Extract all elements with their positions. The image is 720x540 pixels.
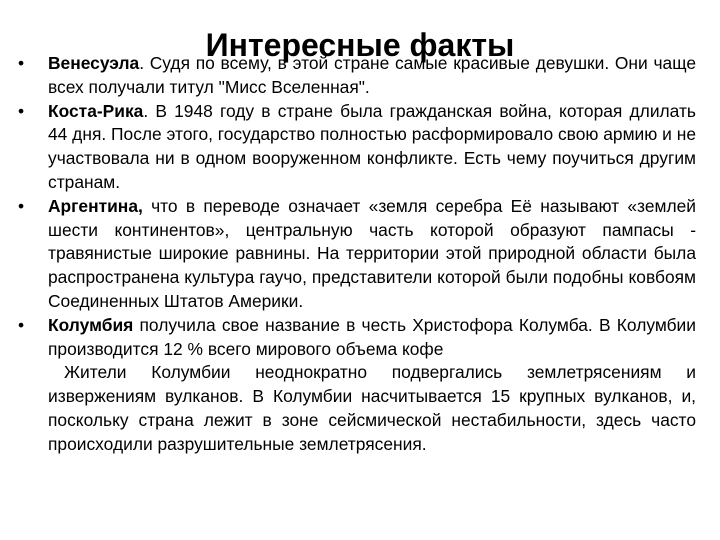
country-name-colombia: Колумбия: [48, 314, 134, 335]
fact-text-colombia: получила свое название в честь Христофора Колумба. В Колумбии производится 12 % всего мирового объема кофе: [48, 314, 696, 359]
fact-text-costa-rica: . В 1948 году в стране была гражданская война, которая длилать 44 дня. После этого, государство полностью расформировало свою армию и не участвовала ни в одном вооруженном конфликте. Есть чему поучиться другим странам.: [48, 100, 696, 192]
fact-text-argentina: что в переводе означает «земля серебра Её называют «землей шести континентов», центральную часть которой образуют пампасы - травянистые широкие равнины. На территории этой природной области была распространена культура гаучо, представители которой были подобны ковбоям Соединенных Штатов Америки.: [48, 195, 696, 311]
fact-argentina: [16, 195, 696, 314]
bullet: •: [18, 53, 25, 73]
country-name-venezuela: Венесуэла: [48, 53, 140, 73]
bullet: •: [18, 314, 25, 335]
facts-list: [16, 52, 696, 457]
fact-colombia-continuation: Жители Колумбии неоднократно подвергались землетрясениям и извержениям вулканов. В Колумбии насчитывается 15 крупных вулканов, и, поскольку страна лежит в зоне сейсмической нестабильности, здесь часто происходили разрушительные землетрясения.: [48, 362, 696, 454]
fact-costa-rica: [16, 100, 696, 195]
fact-colombia: [16, 314, 696, 362]
page-title: Интересные факты: [205, 27, 515, 64]
country-name-argentina: Аргентина,: [48, 195, 143, 216]
bullet: •: [18, 195, 25, 216]
country-name-costa-rica: Коста-Рика: [48, 100, 144, 121]
fact-text-venezuela: . Судя по всему, в этой стране самые красивые девушки. Они чаще всех получали титул "Мисс Вселенная".: [48, 53, 696, 97]
fact-venezuela: [16, 52, 696, 100]
bullet: •: [18, 100, 25, 121]
